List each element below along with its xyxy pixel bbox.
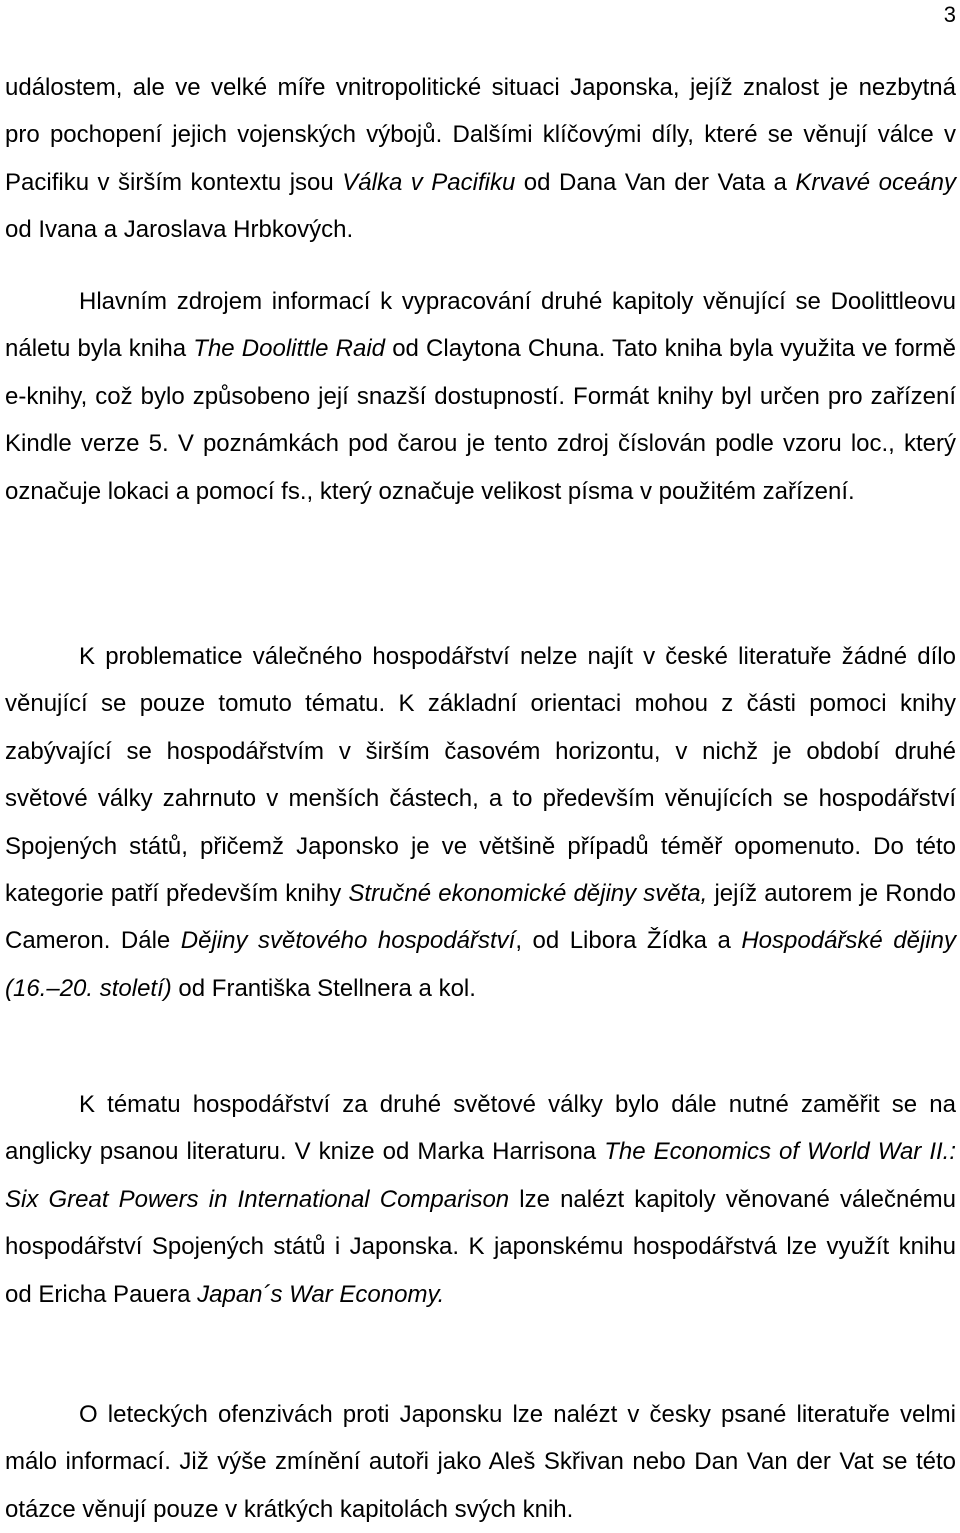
paragraph-4 (5, 1081, 956, 1318)
paragraph-text: událostem, ale ve velké míře vnitropolitické situaci Japonska, jejíž znalost je nezbytná pro pochopení jejich vojenských výbojů. Dalšími klíčovými díly, které se věnují válce v Pacifiku v širším kontextu jsou (5, 74, 956, 196)
paragraph-text: od Ivana a Jaroslava Hrbkových. (5, 216, 354, 244)
book-title: Dějiny světového hospodářství (180, 927, 516, 955)
paragraph-text: , od Libora Žídka a (515, 927, 742, 955)
paragraph-text: od Claytona Chuna. Tato kniha byla využita ve formě e-knihy, což bylo způsobeno její snazší dostupností. Formát knihy byl určen pro zařízení Kindle verze 5. V poznámkách pod čarou je tento zdroj číslován podle vzoru loc., který označuje lokaci a pomocí fs., který označuje velikost písma v použitém zařízení. (5, 335, 957, 505)
paragraph-text: Hlavním zdrojem informací k vypracování druhé kapitoly věnující se Doolittleovu náletu byla kniha (5, 288, 956, 363)
paragraph-text: od Dana Van der Vata a (515, 168, 796, 196)
page-number: 3 (943, 2, 956, 27)
book-title: Krvavé oceány (795, 168, 956, 196)
paragraph-5 (5, 1391, 956, 1533)
paragraph-text: jejíž autorem je Rondo Cameron. Dále (5, 880, 957, 955)
book-title: Japan´s War Economy. (197, 1280, 445, 1308)
paragraph-text: K problematice válečného hospodářství nelze najít v české literatuře žádné dílo věnující se pouze tomuto tématu. K základní orientaci mohou z části pomoci knihy zabývající se hospodářstvím v širším časovém horizontu, v nichž je období druhé světové války zahrnuto v menších částech, a to především věnujících se hospodářství Spojených států, přičemž Japonsko je ve většině případů téměř opomenuto. Do této kategorie patří především knihy (5, 643, 956, 908)
book-title: The Doolittle Raid (193, 335, 386, 363)
paragraph-2 (5, 278, 956, 515)
book-title: Stručné ekonomické dějiny světa, (348, 880, 708, 908)
paragraph-text: lze nalézt kapitoly věnované válečnému hospodářství Spojených států i Japonska. K japonskému hospodářstvá lze využít knihu od Ericha Pauera (5, 1185, 957, 1308)
paragraph-3 (5, 633, 956, 1012)
book-title: Hospodářské dějiny (16.–20. století) (5, 927, 956, 1002)
book-title: The Economics of World War II.: Six Great Powers in International Comparison (5, 1138, 956, 1213)
paragraph-1 (5, 64, 956, 254)
paragraph-text: K tématu hospodářství za druhé světové války bylo dále nutné zaměřit se na anglicky psanou literaturu. V knize od Marka Harrisona (5, 1091, 956, 1166)
paragraph-text: O leteckých ofenzivách proti Japonsku lze nalézt v česky psané literatuře velmi málo informací. Již výše zmínění autoři jako Aleš Skřivan nebo Dan Van der Vat se této otázce věnují pouze v krátkých kapitolách svých knih. (5, 1401, 956, 1523)
paragraph-text: od Františka Stellnera a kol. (171, 974, 476, 1002)
book-title: Válka v Pacifiku (342, 168, 516, 196)
